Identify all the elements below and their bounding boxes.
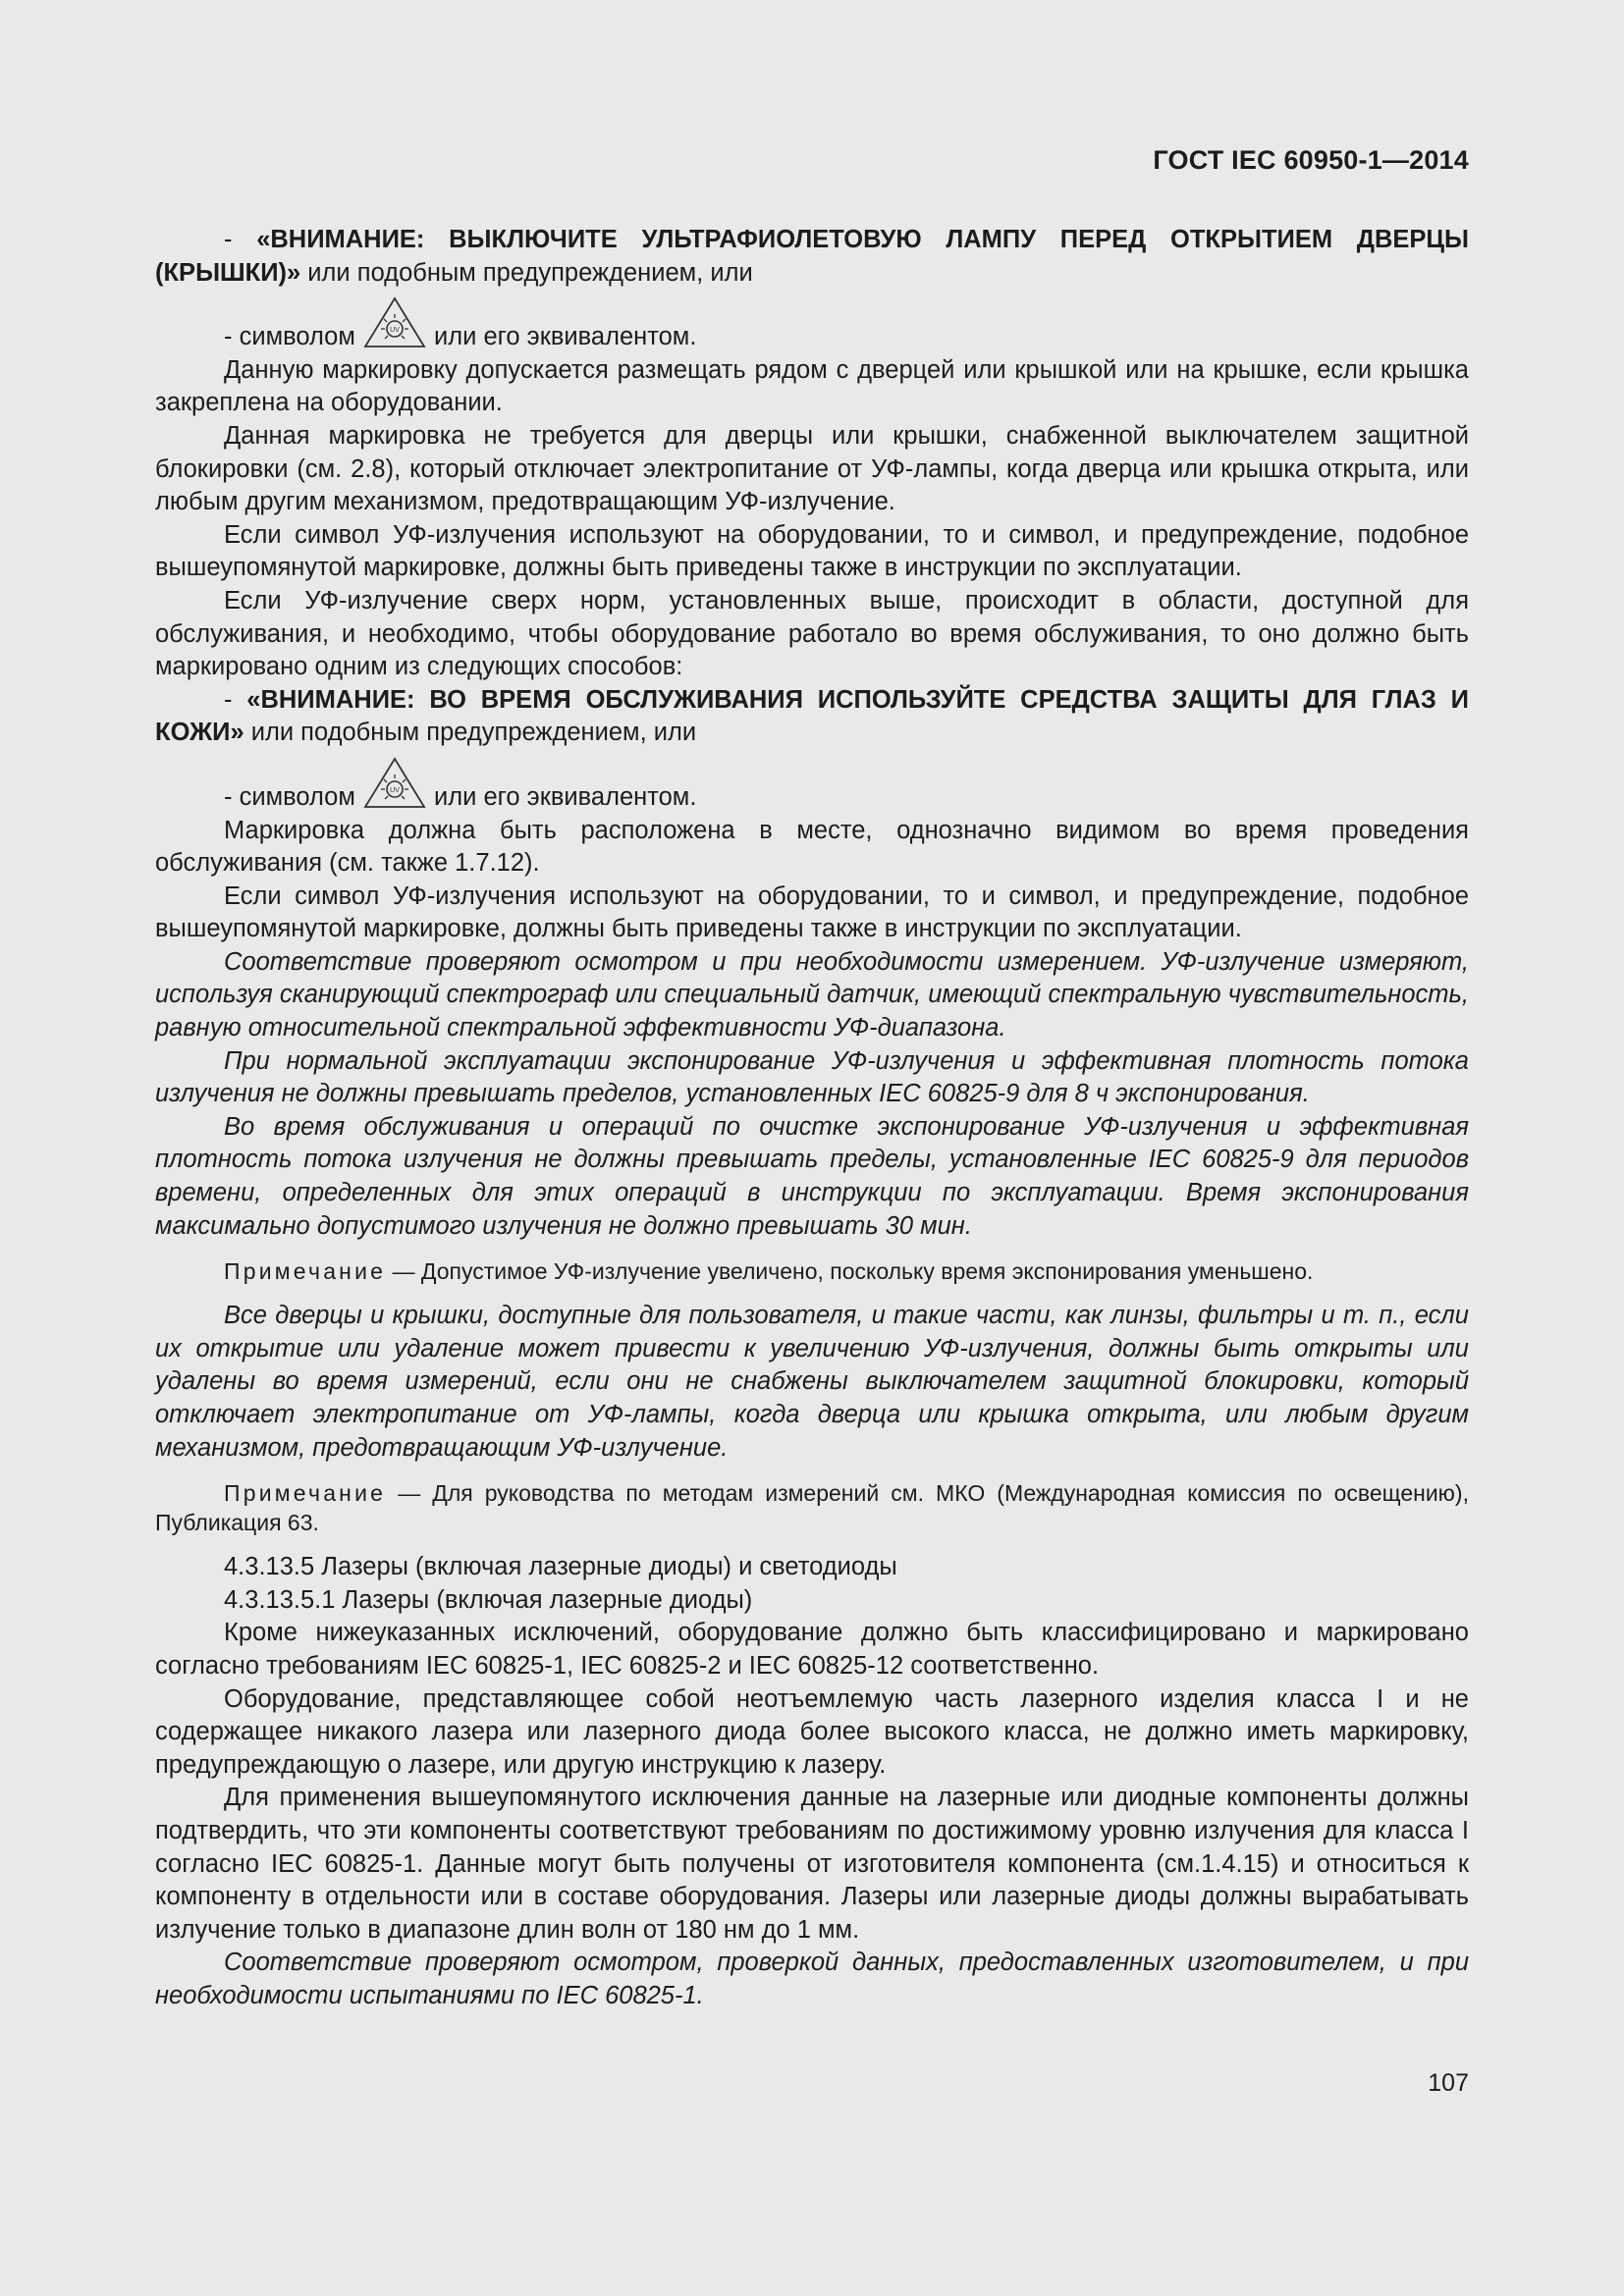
note-1 xyxy=(155,1256,1469,1286)
note-2-text: — Для руководства по методам измерений см. МКО (Международная комиссия по освещению), Публикация 63. xyxy=(155,1480,1469,1536)
section-heading: 4.3.13.5.1 Лазеры (включая лазерные диоды) xyxy=(224,1585,753,1614)
dash: - xyxy=(224,685,247,714)
symbol-suffix: или его эквивалентом. xyxy=(426,323,697,351)
uv-warning-triangle-icon xyxy=(362,295,427,350)
compliance-text: При нормальной эксплуатации экспонирование УФ-излучения и эффективная плотность потока излучения не должны превышать пределов, установленных IEC 60825-9 для 8 ч экспонирования. xyxy=(155,1046,1469,1108)
warning-1-text: «ВНИМАНИЕ: ВЫКЛЮЧИТЕ УЛЬТРАФИОЛЕТОВУЮ ЛАМПУ ПЕРЕД ОТКРЫТИЕМ ДВЕРЦЫ (КРЫШКИ)» xyxy=(155,226,1469,287)
dash: - xyxy=(224,226,257,253)
symbol-prefix: символом xyxy=(239,782,362,811)
paragraph: Если символ УФ-излучения используют на оборудовании, то и символ, и предупреждение, подобное вышеупомянутой маркировке, должны быть приведены также в инструкции по эксплуатации. xyxy=(155,520,1469,582)
page-number: 107 xyxy=(1428,2069,1469,2097)
paragraph: Маркировка должна быть расположена в месте, однозначно видимом во время проведения обслуживания (см. также 1.7.12). xyxy=(155,816,1469,878)
svg-text:UV: UV xyxy=(390,327,400,335)
note-label: Примечание xyxy=(224,1258,387,1285)
warning-2-text: «ВНИМАНИЕ: ВО ВРЕМЯ ОБСЛУЖИВАНИЯ ИСПОЛЬЗУЙТЕ СРЕДСТВА ЗАЩИТЫ ДЛЯ ГЛАЗ И КОЖИ» xyxy=(155,685,1469,747)
note-label: Примечание xyxy=(224,1480,387,1507)
note-1-text: — Допустимое УФ-излучение увеличено, поскольку время экспонирования уменьшено. xyxy=(386,1258,1314,1285)
symbol-suffix: или его эквивалентом. xyxy=(426,782,697,811)
paragraph: Данная маркировка не требуется для дверцы или крышки, снабженной выключателем защитной блокировки (см. 2.8), который отключает электропитание от УФ-лампы, когда дверца или крышка открыта, или любым другим механизмом, предотвращающим УФ-излучение. xyxy=(155,421,1469,516)
paragraph: Если символ УФ-излучения используют на оборудовании, то и символ, и предупреждение, подобное вышеупомянутой маркировке, должны быть приведены также в инструкции по эксплуатации. xyxy=(155,881,1469,943)
symbol-prefix: символом xyxy=(239,323,362,351)
warning-2 xyxy=(155,684,1469,750)
uv-warning-triangle-icon xyxy=(362,756,427,811)
warning-1 xyxy=(155,224,1469,290)
compliance-text: Соответствие проверяют осмотром, проверкой данных, предоставленных изготовителем, и при необходимости испытаниями по IEC 60825-1. xyxy=(155,1949,1469,2009)
svg-text:UV: UV xyxy=(390,786,400,794)
symbol-line-1 xyxy=(155,295,1469,354)
compliance-text: Соответствие проверяют осмотром и при необходимости измерением. УФ-излучение измеряют, используя сканирующий спектрограф или специальный датчик, имеющий спектральную чувствительность, равную относительной спектральной эффективности УФ-диапазона. xyxy=(155,947,1469,1042)
section-heading: 4.3.13.5 Лазеры (включая лазерные диоды) и светодиоды xyxy=(224,1553,897,1581)
warning-1-tail: или подобным предупреждением, или xyxy=(300,258,753,287)
dash: - xyxy=(224,782,240,811)
compliance-text: Во время обслуживания и операций по очистке экспонирование УФ-излучения и эффективная плотность потока излучения не должны превышать пределы, установленные IEC 60825-9 для периодов времени, определенных для этих операций в инструкции по эксплуатации. Время экспонирования максимально допустимого излучения не должно превышать 30 мин. xyxy=(155,1112,1469,1240)
standard-header: ГОСТ IEC 60950-1—2014 xyxy=(1153,145,1469,175)
paragraph: Кроме нижеуказанных исключений, оборудование должно быть классифицировано и маркировано согласно требованиям IEC 60825-1, IEC 60825-2 и IEC 60825-12 соответственно. xyxy=(155,1619,1469,1680)
document-body xyxy=(155,224,1469,2013)
symbol-line-2 xyxy=(155,756,1469,815)
note-2 xyxy=(155,1478,1469,1537)
paragraph: Для применения вышеупомянутого исключения данные на лазерные или диодные компоненты должны подтвердить, что эти компоненты соответствуют требованиям по достижимому уровню излучения для класса I согласно IEC 60825-1. Данные могут быть получены от изготовителя компонента (см.1.4.15) и относиться к компоненту в отдельности или в составе оборудования. Лазеры или лазерные диоды должны вырабатывать излучение только в диапазоне длин волн от 180 нм до 1 мм. xyxy=(155,1784,1469,1944)
paragraph: Если УФ-излучение сверх норм, установленных выше, происходит в области, доступной для обслуживания, и необходимо, чтобы оборудование работало во время обслуживания, то оно должно быть маркировано одним из следующих способов: xyxy=(155,586,1469,681)
warning-2-tail: или подобным предупреждением, или xyxy=(244,719,697,747)
paragraph: Оборудование, представляющее собой неотъемлемую часть лазерного изделия класса I и не содержащее никакого лазера или лазерного диода более высокого класса, не должно иметь маркировку, предупреждающую о лазере, или другую инструкцию к лазеру. xyxy=(155,1684,1469,1779)
dash: - xyxy=(224,323,240,351)
paragraph: Данную маркировку допускается размещать рядом с дверцей или крышкой или на крышке, если крышка закреплена на оборудовании. xyxy=(155,355,1469,417)
compliance-text: Все дверцы и крышки, доступные для пользователя, и такие части, как линзы, фильтры и т. п., если их открытие или удаление может привести к увеличению УФ-излучения, должны быть открыты или удалены во время измерений, если они не снабжены выключателем защитной блокировки, который отключает электропитание от УФ-лампы, когда дверца или крышка открыта, или любым другим механизмом, предотвращающим УФ-излучение. xyxy=(155,1302,1469,1462)
